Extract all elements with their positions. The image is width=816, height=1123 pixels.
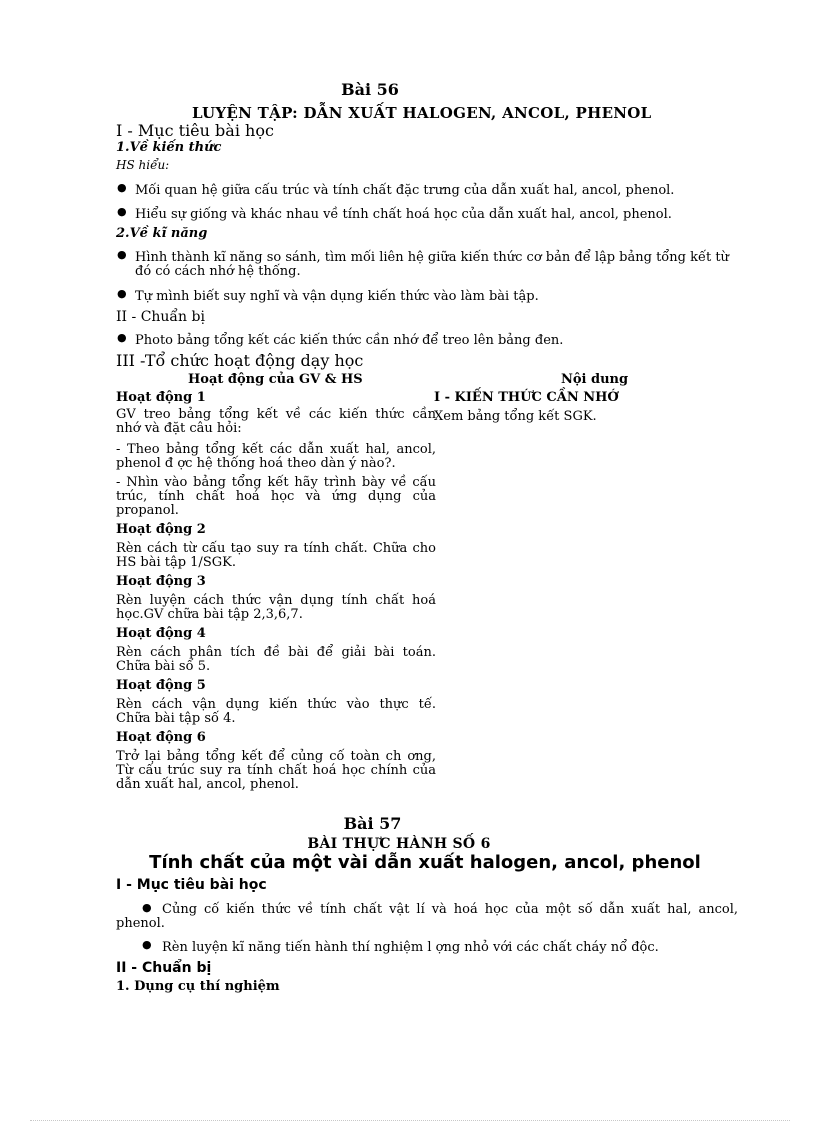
activity-1-title: Hoạt động 1 <box>116 390 206 405</box>
activity-3-line: học.GV chữa bài tập 2,3,6,7. <box>116 607 303 622</box>
bullet-icon: ● <box>117 205 127 218</box>
lesson-57-title: Tính chất của một vài dẫn xuất halogen, ancol, phenol <box>149 852 701 873</box>
column-header-left: Hoạt động của GV & HS <box>188 372 363 387</box>
lesson-57-preparation-heading: II - Chuẩn bị <box>116 960 212 976</box>
activity-1-line: GV treo bảng tổng kết về các kiến thức cần <box>116 407 436 422</box>
activity-3-line: Rèn luyện cách thức vận dụng tính chất hoá <box>116 593 436 608</box>
activity-1-line: phenol đ ợc hệ thống hoá theo dàn ý nào?. <box>116 456 396 471</box>
lesson-57-number: Bài 57 <box>343 814 402 833</box>
bullet-icon: ● <box>142 901 152 914</box>
bullet-icon: ● <box>142 938 152 951</box>
activity-1-line: trúc, tính chất hoá học và ứng dụng của <box>116 489 436 504</box>
bullet-icon: ● <box>117 248 127 261</box>
skills-item-continued: đó có cách nhớ hệ thống. <box>135 264 301 279</box>
activity-6-line: Trở lại bảng tổng kết để củng cố toàn ch ơng, <box>116 749 436 764</box>
activity-1-line: - Nhìn vào bảng tổng kết hãy trình bày về cấu <box>116 475 436 490</box>
bullet-icon: ● <box>117 181 127 194</box>
activity-6-title: Hoạt động 6 <box>116 730 206 745</box>
knowledge-item: Hiểu sự giống và khác nhau về tính chất hoá học của dẫn xuất hal, ancol, phenol. <box>135 207 672 222</box>
activity-4-line: Chữa bài số 5. <box>116 659 211 674</box>
activity-5-line: Chữa bài tập số 4. <box>116 711 236 726</box>
activity-3-title: Hoạt động 3 <box>116 574 206 589</box>
lesson-56-title: LUYỆN TẬP: DẪN XUẤT HALOGEN, ANCOL, PHENOL <box>192 104 652 122</box>
knowledge-heading: 1.Về kiến thức <box>116 140 222 155</box>
activities-heading: III -Tổ chức hoạt động dạy học <box>116 351 364 370</box>
objectives-heading: I - Mục tiêu bài học <box>116 121 274 140</box>
hs-know-label: HS hiểu: <box>116 158 170 172</box>
skills-heading: 2.Về kĩ năng <box>116 226 208 241</box>
activity-2-line: HS bài tập 1/SGK. <box>116 555 236 570</box>
activity-4-title: Hoạt động 4 <box>116 626 206 641</box>
activity-1-line: propanol. <box>116 503 179 518</box>
equipment-heading: 1. Dụng cụ thí nghiệm <box>116 979 280 994</box>
goal-item: Rèn luyện kĩ năng tiến hành thí nghiệm l ợng nhỏ với các chất cháy nổ độc. <box>162 940 659 955</box>
content-text: Xem bảng tổng kết SGK. <box>434 409 597 424</box>
activity-6-line: Từ cấu trúc suy ra tính chất hoá học chính của <box>116 763 436 778</box>
activity-2-title: Hoạt động 2 <box>116 522 206 537</box>
goal-item-continued: phenol. <box>116 916 165 931</box>
activity-1-line: - Theo bảng tổng kết các dẫn xuất hal, ancol, <box>116 442 436 457</box>
skills-item: Hình thành kĩ năng so sánh, tìm mối liên hệ giữa kiến thức cơ bản để lập bảng tổng kết từ <box>135 250 729 265</box>
content-heading: I - KIẾN THỨC CẦN NHỚ <box>434 390 619 405</box>
lesson-57-practice-title: BÀI THỰC HÀNH SỐ 6 <box>307 836 491 852</box>
activity-4-line: Rèn cách phân tích đề bài để giải bài toán. <box>116 645 436 660</box>
skills-item: Tự mình biết suy nghĩ và vận dụng kiến thức vào làm bài tập. <box>135 289 539 304</box>
preparation-heading: II - Chuẩn bị <box>116 309 205 325</box>
page-edge-divider <box>30 1120 790 1121</box>
preparation-item: Photo bảng tổng kết các kiến thức cần nhớ để treo lên bảng đen. <box>135 333 564 348</box>
goal-item: Củng cố kiến thức về tính chất vật lí và hoá học của một số dẫn xuất hal, ancol, <box>162 902 738 917</box>
knowledge-item: Mối quan hệ giữa cấu trúc và tính chất đặc trưng của dẫn xuất hal, ancol, phenol. <box>135 183 675 198</box>
lesson-57-objectives-heading: I - Mục tiêu bài học <box>116 877 267 893</box>
activity-6-line: dẫn xuất hal, ancol, phenol. <box>116 777 299 792</box>
activity-5-title: Hoạt động 5 <box>116 678 206 693</box>
bullet-icon: ● <box>117 331 127 344</box>
lesson-56-number: Bài 56 <box>341 80 399 99</box>
bullet-icon: ● <box>117 287 127 300</box>
activity-2-line: Rèn cách từ cấu tạo suy ra tính chất. Chữa cho <box>116 541 436 556</box>
activity-5-line: Rèn cách vận dụng kiến thức vào thực tế. <box>116 697 436 712</box>
column-header-right: Nội dung <box>561 372 629 387</box>
activity-1-line: nhớ và đặt câu hỏi: <box>116 421 242 436</box>
